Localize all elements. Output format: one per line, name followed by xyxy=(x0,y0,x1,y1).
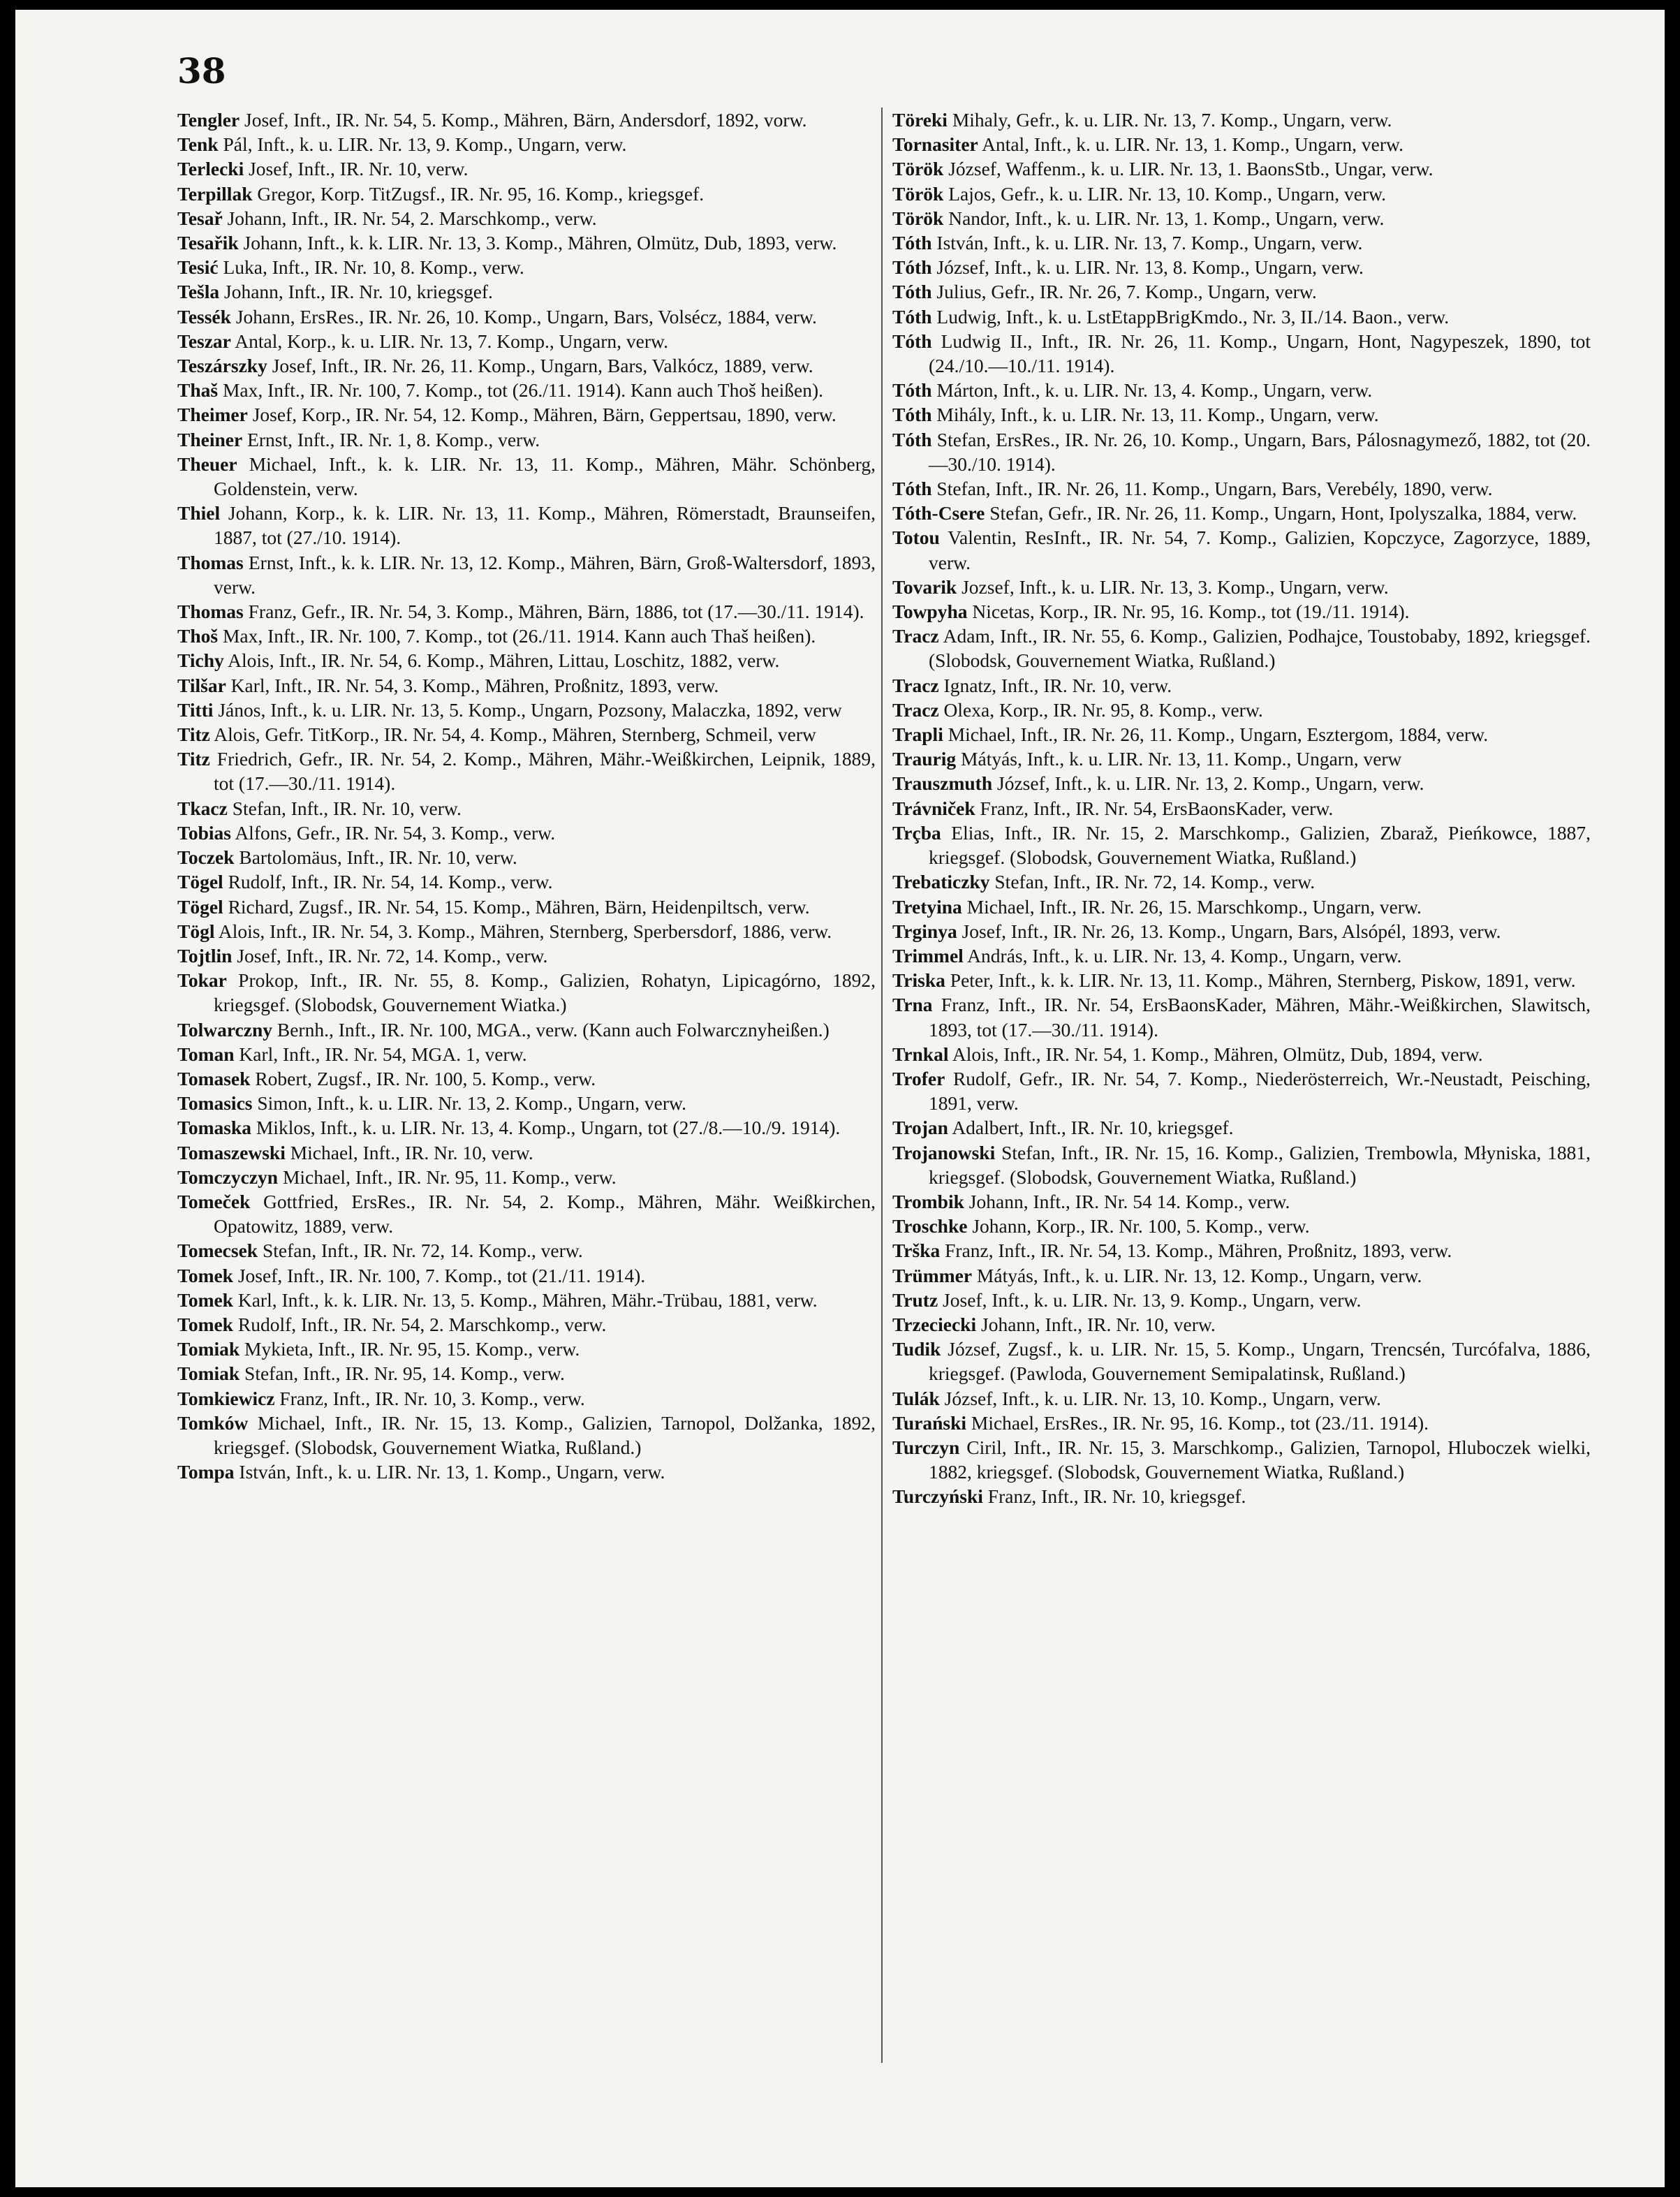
entry-surname: Tomiak xyxy=(177,1338,240,1360)
entry-details: Ciril, Inft., IR. Nr. 15, 3. Marschkomp., Galizien, Tarnopol, Hluboczek wielki, 1882, kriegsgef. (Slobodsk, Gouvernement Wiatka, Rußland.) xyxy=(929,1436,1591,1483)
list-item xyxy=(892,182,1591,206)
entry-details: Richard, Zugsf., IR. Nr. 54, 15. Komp., Mähren, Bärn, Heidenpiltsch, verw. xyxy=(223,895,810,918)
entry-surname: Tomków xyxy=(177,1411,249,1434)
list-item xyxy=(177,402,876,427)
entry-details: István, Inft., k. u. LIR. Nr. 13, 7. Komp., Ungarn, verw. xyxy=(931,232,1363,254)
entry-surname: Theuer xyxy=(177,453,237,475)
entry-details: Ludwig, Inft., k. u. LstEtappBrigKmdo., Nr. 3, II./14. Baon., verw. xyxy=(931,305,1450,328)
list-item xyxy=(177,796,876,821)
list-item xyxy=(892,1484,1591,1508)
entry-details: Johann, Korp., k. k. LIR. Nr. 13, 11. Komp., Mähren, Römerstadt, Braunseifen, 1887, tot (27./10. 1914). xyxy=(214,502,876,549)
entry-surname: Tomeček xyxy=(177,1190,251,1212)
list-item xyxy=(892,698,1591,722)
entry-surname: Tompa xyxy=(177,1461,235,1483)
entry-surname: Trauszmuth xyxy=(892,772,993,795)
list-item xyxy=(892,821,1591,869)
entry-surname: Tomek xyxy=(177,1288,233,1311)
entry-details: Stefan, ErsRes., IR. Nr. 26, 10. Komp., Ungarn, Bars, Pálosnagymező, 1882, tot (20.—30./10. 1914). xyxy=(929,428,1591,475)
entry-details: Peter, Inft., k. k. LIR. Nr. 13, 11. Komp., Mähren, Sternberg, Piskow, 1891, verw. xyxy=(945,969,1576,992)
list-item xyxy=(177,919,876,943)
entry-surname: Török xyxy=(892,158,944,180)
list-item xyxy=(177,1140,876,1165)
entry-details: Nicetas, Korp., IR. Nr. 95, 16. Komp., tot (19./11. 1914). xyxy=(967,601,1410,623)
entry-surname: Tulák xyxy=(892,1387,940,1409)
list-item xyxy=(892,747,1591,771)
list-item xyxy=(892,230,1591,255)
entry-surname: Trojanowski xyxy=(892,1141,996,1163)
entry-surname: Tešla xyxy=(177,281,220,303)
entry-details: Alois, Gefr. TitKorp., IR. Nr. 54, 4. Komp., Mähren, Sternberg, Schmeil, verw xyxy=(209,723,816,746)
list-item xyxy=(892,599,1591,624)
entry-details: Valentin, ResInft., IR. Nr. 54, 7. Komp., Galizien, Kopczyce, Zagorzyce, 1889, verw. xyxy=(929,527,1591,573)
entry-details: Rudolf, Inft., IR. Nr. 54, 14. Komp., verw. xyxy=(223,871,553,893)
entry-details: Franz, Inft., IR. Nr. 54, ErsBaonsKader, verw. xyxy=(975,797,1334,819)
entry-details: Franz, Inft., IR. Nr. 54, ErsBaonsKader, Mähren, Mähr.-Weißkirchen, Slawitsch, 1893, tot (17.—30./11. 1914). xyxy=(929,994,1591,1041)
list-item xyxy=(892,1238,1591,1263)
entry-details: Ernst, Inft., k. k. LIR. Nr. 13, 12. Komp., Mähren, Bärn, Groß-Waltersdorf, 1893, verw. xyxy=(214,551,876,598)
list-item xyxy=(892,796,1591,821)
entry-details: Stefan, Inft., IR. Nr. 95, 14. Komp., verw. xyxy=(240,1362,565,1385)
entry-details: Franz, Inft., IR. Nr. 10, kriegsgef. xyxy=(982,1485,1246,1508)
entry-surname: Trçba xyxy=(892,821,941,844)
entry-details: Johann, Inft., IR. Nr. 10, verw. xyxy=(976,1313,1216,1335)
entry-surname: Tilšar xyxy=(177,674,226,696)
list-item xyxy=(892,968,1591,992)
entry-surname: Trebaticzky xyxy=(892,871,990,893)
entry-details: Miklos, Inft., k. u. LIR. Nr. 13, 4. Komp., Ungarn, tot (27./8.—10./9. 1914). xyxy=(251,1117,841,1139)
entry-details: Josef, Inft., IR. Nr. 100, 7. Komp., tot (21./11. 1914). xyxy=(233,1264,646,1286)
list-item xyxy=(177,968,876,1017)
entry-surname: Theiner xyxy=(177,428,243,450)
entry-surname: Terpillak xyxy=(177,182,253,205)
list-item xyxy=(177,501,876,550)
entry-details: Johann, Korp., IR. Nr. 100, 5. Komp., verw. xyxy=(967,1215,1310,1237)
list-item xyxy=(177,1460,876,1484)
entry-details: Josef, Inft., IR. Nr. 26, 11. Komp., Ungarn, Bars, Valkócz, 1889, verw. xyxy=(267,355,813,377)
list-item xyxy=(177,1411,876,1460)
entry-surname: Trapli xyxy=(892,723,943,746)
list-item xyxy=(892,476,1591,501)
entry-surname: Tracz xyxy=(892,698,939,721)
entry-surname: Teszar xyxy=(177,330,231,352)
entry-surname: Tobias xyxy=(177,821,231,844)
entry-surname: Tesić xyxy=(177,256,219,279)
entry-details: Franz, Inft., IR. Nr. 10, 3. Komp., verw. xyxy=(274,1387,585,1409)
list-item xyxy=(177,304,876,329)
entry-surname: Theimer xyxy=(177,404,248,426)
entry-details: Mykieta, Inft., IR. Nr. 95, 15. Komp., verw. xyxy=(240,1338,580,1360)
entry-surname: Tornasiter xyxy=(892,133,978,156)
list-item xyxy=(177,895,876,919)
entry-surname: Totou xyxy=(892,527,940,549)
entry-details: Prokop, Inft., IR. Nr. 55, 8. Komp., Galizien, Rohatyn, Lipicagórno, 1892, kriegsgef. (Slobodsk, Gouvernement Wiatka.) xyxy=(214,969,876,1016)
entry-surname: Tóth-Csere xyxy=(892,502,985,524)
entry-surname: Tracz xyxy=(892,674,939,696)
entry-surname: Tögl xyxy=(177,920,215,942)
list-item xyxy=(177,1361,876,1386)
list-item xyxy=(177,648,876,673)
entry-surname: Tkacz xyxy=(177,797,228,819)
entry-surname: Thaš xyxy=(177,379,219,402)
entry-details: Johann, Inft., IR. Nr. 54 14. Komp., verw. xyxy=(964,1190,1290,1212)
list-item xyxy=(892,304,1591,329)
entry-surname: Tokar xyxy=(177,969,227,992)
list-item xyxy=(892,1140,1591,1189)
entry-surname: Tomasek xyxy=(177,1067,251,1089)
list-item xyxy=(177,378,876,402)
entry-details: Michael, ErsRes., IR. Nr. 95, 16. Komp., tot (23./11. 1914). xyxy=(966,1411,1429,1434)
list-item xyxy=(892,919,1591,943)
list-item xyxy=(892,279,1591,304)
entry-surname: Trimmel xyxy=(892,944,964,967)
list-item xyxy=(177,230,876,255)
entry-details: Ernst, Inft., IR. Nr. 1, 8. Komp., verw. xyxy=(242,428,540,450)
list-item xyxy=(892,992,1591,1041)
entry-details: Josef, Inft., IR. Nr. 26, 13. Komp., Ungarn, Bars, Alsópél, 1893, verw. xyxy=(957,920,1501,942)
entry-details: Elias, Inft., IR. Nr. 15, 2. Marschkomp., Galizien, Zbaraž, Pieńkowce, 1887, kriegsgef. (Slobodsk, Gouvernement Wiatka, Rußland.) xyxy=(929,821,1591,869)
list-item xyxy=(892,427,1591,476)
entry-details: Simon, Inft., k. u. LIR. Nr. 13, 2. Komp., Ungarn, verw. xyxy=(252,1092,686,1115)
entry-surname: Traurig xyxy=(892,748,957,770)
list-item xyxy=(177,1386,876,1411)
entry-surname: Trška xyxy=(892,1240,941,1262)
list-item xyxy=(892,1312,1591,1337)
entry-surname: Tóth xyxy=(892,232,932,254)
entry-surname: Thomas xyxy=(177,601,244,623)
entry-surname: Trginya xyxy=(892,920,957,942)
list-item xyxy=(177,255,876,279)
entry-details: Max, Inft., IR. Nr. 100, 7. Komp., tot (26./11. 1914. Kann auch Thaš heißen). xyxy=(218,625,816,647)
entry-details: Antal, Korp., k. u. LIR. Nr. 13, 7. Komp., Ungarn, verw. xyxy=(230,330,668,352)
list-item xyxy=(892,1411,1591,1435)
list-item xyxy=(892,402,1591,427)
list-item xyxy=(177,1017,876,1042)
entry-details: Michael, Inft., IR. Nr. 26, 15. Marschkomp., Ungarn, verw. xyxy=(961,895,1422,918)
entry-surname: Tomkiewicz xyxy=(177,1387,275,1409)
list-item xyxy=(892,673,1591,698)
list-item xyxy=(177,1337,876,1361)
entry-details: Stefan, Inft., IR. Nr. 15, 16. Komp., Galizien, Trembowla, Młyniska, 1881, kriegsgef. (Slobodsk, Gouvernement Wiatka, Rußland.) xyxy=(929,1141,1591,1188)
entry-details: Bernh., Inft., IR. Nr. 100, MGA., verw. (Kann auch Folwarcznyheißen.) xyxy=(272,1018,830,1041)
list-item xyxy=(177,1066,876,1091)
entry-surname: Tóth xyxy=(892,404,932,426)
entry-details: Josef, Inft., k. u. LIR. Nr. 13, 9. Komp., Ungarn, verw. xyxy=(938,1288,1362,1311)
list-item xyxy=(892,895,1591,919)
entry-surname: Tessék xyxy=(177,305,231,328)
entry-details: Rudolf, Inft., IR. Nr. 54, 2. Marschkomp., verw. xyxy=(233,1313,607,1335)
entry-surname: Titz xyxy=(177,723,210,746)
entry-details: Stefan, Inft., IR. Nr. 72, 14. Komp., verw. xyxy=(258,1240,583,1262)
entry-details: Johann, Inft., IR. Nr. 54, 2. Marschkomp., verw. xyxy=(222,207,597,229)
list-item xyxy=(177,550,876,599)
entry-surname: Trna xyxy=(892,994,933,1016)
entry-details: Karl, Inft., IR. Nr. 54, MGA. 1, verw. xyxy=(234,1043,527,1065)
entry-surname: Tracz xyxy=(892,625,939,647)
list-item xyxy=(177,1288,876,1312)
entry-surname: Töreki xyxy=(892,109,948,131)
entry-details: Josef, Inft., IR. Nr. 10, verw. xyxy=(244,158,469,180)
entry-surname: Tomiak xyxy=(177,1362,240,1385)
entry-surname: Towpyha xyxy=(892,601,968,623)
entry-details: Friedrich, Gefr., IR. Nr. 54, 2. Komp., Mähren, Mähr.-Weißkirchen, Leipnik, 1889, tot (17.—30./11. 1914). xyxy=(209,748,876,795)
entry-surname: Tesař xyxy=(177,207,223,229)
entry-surname: Trümmer xyxy=(892,1264,973,1286)
entry-surname: Tojtlin xyxy=(177,944,233,967)
entry-surname: Tögel xyxy=(177,895,223,918)
entry-details: Nandor, Inft., k. u. LIR. Nr. 13, 1. Komp., Ungarn, verw. xyxy=(943,207,1385,229)
entry-details: Stefan, Inft., IR. Nr. 10, verw. xyxy=(227,797,462,819)
list-item xyxy=(892,378,1591,402)
entry-surname: Toczek xyxy=(177,846,235,869)
entry-details: József, Zugsf., k. u. LIR. Nr. 15, 5. Komp., Ungarn, Trencsén, Turcófalva, 1886, kriegsgef. (Pawloda, Gouvernement Semipalatinsk, Rußland.) xyxy=(929,1338,1591,1385)
list-item xyxy=(177,845,876,869)
entry-surname: Tomczyczyn xyxy=(177,1166,279,1188)
entry-surname: Tomaszewski xyxy=(177,1141,286,1163)
entry-details: Michael, Inft., IR. Nr. 26, 11. Komp., Ungarn, Esztergom, 1884, verw. xyxy=(943,723,1489,746)
entry-details: Michael, Inft., IR. Nr. 10, verw. xyxy=(285,1141,533,1163)
list-item xyxy=(892,1435,1591,1484)
entry-details: Pál, Inft., k. u. LIR. Nr. 13, 9. Komp., Ungarn, verw. xyxy=(218,133,627,156)
list-item xyxy=(177,182,876,206)
list-item xyxy=(177,673,876,698)
list-item xyxy=(892,1189,1591,1214)
entry-surname: Tengler xyxy=(177,109,240,131)
page-number: 38 xyxy=(177,50,226,91)
entry-details: Johann, ErsRes., IR. Nr. 26, 10. Komp., Ungarn, Bars, Volsécz, 1884, verw. xyxy=(230,305,817,328)
entry-surname: Thomas xyxy=(177,551,244,573)
entry-surname: Tretyina xyxy=(892,895,962,918)
list-item xyxy=(892,1263,1591,1288)
list-item xyxy=(177,1115,876,1140)
entry-surname: Turczyn xyxy=(892,1436,960,1458)
entry-details: Franz, Inft., IR. Nr. 54, 13. Komp., Mähren, Proßnitz, 1893, verw. xyxy=(940,1240,1452,1262)
left-column xyxy=(177,108,876,1484)
entry-surname: Tóth xyxy=(892,330,932,352)
entry-surname: Tichy xyxy=(177,649,224,672)
entry-details: Luka, Inft., IR. Nr. 10, 8. Komp., verw. xyxy=(218,256,524,279)
entry-details: Robert, Zugsf., IR. Nr. 100, 5. Komp., verw. xyxy=(250,1067,596,1089)
entry-details: Julius, Gefr., IR. Nr. 26, 7. Komp., Ungarn, verw. xyxy=(931,281,1317,303)
entry-details: Antal, Inft., k. u. LIR. Nr. 13, 1. Komp., Ungarn, verw. xyxy=(978,133,1403,156)
list-item xyxy=(177,1091,876,1115)
entry-details: Adam, Inft., IR. Nr. 55, 6. Komp., Galizien, Podhajce, Toustobaby, 1892, kriegsgef. (Slobodsk, Gouvernement Wiatka, Rußland.) xyxy=(929,625,1591,672)
entry-details: János, Inft., k. u. LIR. Nr. 13, 5. Komp., Ungarn, Pozsony, Malaczka, 1892, verw xyxy=(213,698,842,721)
column-divider xyxy=(881,108,883,2063)
entry-details: Karl, Inft., k. k. LIR. Nr. 13, 5. Komp., Mähren, Mähr.-Trübau, 1881, verw. xyxy=(233,1288,818,1311)
list-item xyxy=(177,698,876,722)
entry-surname: Tögel xyxy=(177,871,223,893)
entry-details: Karl, Inft., IR. Nr. 54, 3. Komp., Mähren, Proßnitz, 1893, verw. xyxy=(226,674,719,696)
entry-surname: Troschke xyxy=(892,1215,968,1237)
entry-details: József, Inft., k. u. LIR. Nr. 13, 8. Komp., Ungarn, verw. xyxy=(931,256,1364,279)
list-item xyxy=(892,156,1591,181)
list-item xyxy=(177,427,876,452)
entry-surname: Trzeciecki xyxy=(892,1313,977,1335)
list-item xyxy=(892,771,1591,795)
entry-surname: Tovarik xyxy=(892,575,957,598)
entry-surname: Turański xyxy=(892,1411,966,1434)
entry-surname: Titz xyxy=(177,748,210,770)
list-item xyxy=(177,624,876,648)
entry-details: Michael, Inft., k. k. LIR. Nr. 13, 11. Komp., Mähren, Mähr. Schönberg, Goldenstein, verw. xyxy=(214,453,876,500)
entry-surname: Tudik xyxy=(892,1338,941,1360)
entry-surname: Tomek xyxy=(177,1264,233,1286)
list-item xyxy=(892,1386,1591,1411)
list-item xyxy=(177,206,876,230)
entry-details: Josef, Inft., IR. Nr. 54, 5. Komp., Mähren, Bärn, Andersdorf, 1892, vorw. xyxy=(240,109,807,131)
entry-details: Bartolomäus, Inft., IR. Nr. 10, verw. xyxy=(234,846,517,869)
entry-surname: Titti xyxy=(177,698,214,721)
right-column xyxy=(892,108,1591,1509)
entry-details: Stefan, Inft., IR. Nr. 26, 11. Komp., Ungarn, Bars, Verebély, 1890, verw. xyxy=(931,478,1493,500)
entry-details: Stefan, Inft., IR. Nr. 72, 14. Komp., verw. xyxy=(989,871,1316,893)
list-item xyxy=(177,1238,876,1263)
entry-surname: Trávniček xyxy=(892,797,975,819)
entry-details: Alfons, Gefr., IR. Nr. 54, 3. Komp., verw. xyxy=(230,821,556,844)
entry-surname: Trofer xyxy=(892,1067,945,1089)
list-item xyxy=(177,1189,876,1238)
list-item xyxy=(177,821,876,845)
page-sheet xyxy=(15,10,1665,2187)
entry-details: Max, Inft., IR. Nr. 100, 7. Komp., tot (26./11. 1914). Kann auch Thoš heißen). xyxy=(218,379,823,402)
list-item xyxy=(177,599,876,624)
list-item xyxy=(177,1042,876,1066)
entry-surname: Tomek xyxy=(177,1313,233,1335)
entry-details: Ignatz, Inft., IR. Nr. 10, verw. xyxy=(938,674,1172,696)
entry-details: Franz, Gefr., IR. Nr. 54, 3. Komp., Mähren, Bärn, 1886, tot (17.—30./11. 1914). xyxy=(243,601,864,623)
list-item xyxy=(892,943,1591,968)
entry-surname: Triska xyxy=(892,969,945,992)
list-item xyxy=(892,1042,1591,1066)
list-item xyxy=(892,1214,1591,1238)
list-item xyxy=(177,329,876,353)
entry-details: Lajos, Gefr., k. u. LIR. Nr. 13, 10. Komp., Ungarn, verw. xyxy=(943,182,1387,205)
entry-surname: Teszárszky xyxy=(177,355,267,377)
list-item xyxy=(892,575,1591,599)
entry-surname: Tóth xyxy=(892,281,932,303)
entry-details: Josef, Inft., IR. Nr. 72, 14. Komp., verw. xyxy=(232,944,548,967)
entry-details: József, Waffenm., k. u. LIR. Nr. 13, 1. BaonsStb., Ungar, verw. xyxy=(943,158,1434,180)
entry-details: Adalbert, Inft., IR. Nr. 10, kriegsgef. xyxy=(948,1117,1234,1139)
entry-surname: Trutz xyxy=(892,1288,938,1311)
entry-details: Gregor, Korp. TitZugsf., IR. Nr. 95, 16. Komp., kriegsgef. xyxy=(252,182,705,205)
list-item xyxy=(177,1263,876,1288)
list-item xyxy=(892,1337,1591,1386)
entry-surname: Trojan xyxy=(892,1117,948,1139)
entry-details: Mihály, Inft., k. u. LIR. Nr. 13, 11. Komp., Ungarn, verw. xyxy=(931,404,1379,426)
entry-details: Jozsef, Inft., k. u. LIR. Nr. 13, 3. Komp., Ungarn, verw. xyxy=(957,575,1389,598)
entry-details: Márton, Inft., k. u. LIR. Nr. 13, 4. Komp., Ungarn, verw. xyxy=(931,379,1373,402)
list-item xyxy=(892,108,1591,132)
entry-surname: Tóth xyxy=(892,428,932,450)
list-item xyxy=(892,1115,1591,1140)
entry-surname: Terlecki xyxy=(177,158,244,180)
list-item xyxy=(892,329,1591,378)
entry-surname: Tóth xyxy=(892,379,932,402)
entry-surname: Tolwarczny xyxy=(177,1018,272,1041)
list-item xyxy=(177,747,876,795)
list-item xyxy=(177,1165,876,1189)
entry-surname: Török xyxy=(892,182,944,205)
list-item xyxy=(892,132,1591,156)
entry-surname: Trombik xyxy=(892,1190,964,1212)
list-item xyxy=(892,869,1591,894)
list-item xyxy=(177,353,876,378)
list-item xyxy=(177,869,876,894)
list-item xyxy=(892,1288,1591,1312)
entry-surname: Tóth xyxy=(892,478,932,500)
list-item xyxy=(177,722,876,747)
entry-details: Rudolf, Gefr., IR. Nr. 54, 7. Komp., Niederösterreich, Wr.-Neustadt, Peisching, 1891, verw. xyxy=(929,1067,1591,1115)
list-item xyxy=(177,279,876,304)
entry-details: István, Inft., k. u. LIR. Nr. 13, 1. Komp., Ungarn, verw. xyxy=(234,1461,665,1483)
entry-details: Olexa, Korp., IR. Nr. 95, 8. Komp., verw. xyxy=(938,698,1263,721)
entry-details: Stefan, Gefr., IR. Nr. 26, 11. Komp., Ungarn, Hont, Ipolyszalka, 1884, verw. xyxy=(985,502,1577,524)
entry-surname: Tesařik xyxy=(177,232,239,254)
entry-surname: Turczyński xyxy=(892,1485,983,1508)
list-item xyxy=(892,624,1591,673)
entry-surname: Tóth xyxy=(892,256,932,279)
entry-surname: Trnkal xyxy=(892,1043,949,1065)
entry-details: Michael, Inft., IR. Nr. 95, 11. Komp., verw. xyxy=(278,1166,617,1188)
list-item xyxy=(892,722,1591,747)
entry-details: Michael, Inft., IR. Nr. 15, 13. Komp., Galizien, Tarnopol, Dolžanka, 1892, kriegsgef. (Slobodsk, Gouvernement Wiatka, Rußland.) xyxy=(214,1411,876,1458)
list-item xyxy=(177,132,876,156)
list-item xyxy=(177,108,876,132)
entry-surname: Tomecsek xyxy=(177,1240,258,1262)
entry-details: Alois, Inft., IR. Nr. 54, 3. Komp., Mähren, Sternberg, Sperbersdorf, 1886, verw. xyxy=(214,920,832,942)
list-item xyxy=(892,501,1591,525)
list-item xyxy=(892,255,1591,279)
entry-details: Josef, Korp., IR. Nr. 54, 12. Komp., Mähren, Bärn, Geppertsau, 1890, verw. xyxy=(247,404,837,426)
entry-details: József, Inft., k. u. LIR. Nr. 13, 2. Komp., Ungarn, verw. xyxy=(992,772,1424,795)
entry-details: Ludwig II., Inft., IR. Nr. 26, 11. Komp., Ungarn, Hont, Nagypeszek, 1890, tot (24./10.—10./11. 1914). xyxy=(929,330,1591,377)
entry-details: András, Inft., k. u. LIR. Nr. 13, 4. Komp., Ungarn, verw. xyxy=(963,944,1402,967)
entry-details: Mihaly, Gefr., k. u. LIR. Nr. 13, 7. Komp., Ungarn, verw. xyxy=(947,109,1392,131)
entry-details: Mátyás, Inft., k. u. LIR. Nr. 13, 12. Komp., Ungarn, verw. xyxy=(972,1264,1422,1286)
entry-details: Johann, Inft., IR. Nr. 10, kriegsgef. xyxy=(219,281,493,303)
list-item xyxy=(177,1312,876,1337)
list-item xyxy=(177,452,876,501)
list-item xyxy=(177,156,876,181)
list-item xyxy=(892,1066,1591,1115)
entry-surname: Thoš xyxy=(177,625,219,647)
list-item xyxy=(177,943,876,968)
entry-surname: Tomaska xyxy=(177,1117,251,1139)
entry-details: Johann, Inft., k. k. LIR. Nr. 13, 3. Komp., Mähren, Olmütz, Dub, 1893, verw. xyxy=(238,232,837,254)
entry-surname: Török xyxy=(892,207,944,229)
list-item xyxy=(892,525,1591,574)
entry-details: Alois, Inft., IR. Nr. 54, 1. Komp., Mähren, Olmütz, Dub, 1894, verw. xyxy=(948,1043,1483,1065)
entry-surname: Tomasics xyxy=(177,1092,253,1115)
entry-details: Alois, Inft., IR. Nr. 54, 6. Komp., Mähren, Littau, Loschitz, 1882, verw. xyxy=(223,649,780,672)
list-item xyxy=(892,206,1591,230)
entry-details: József, Inft., k. u. LIR. Nr. 13, 10. Komp., Ungarn, verw. xyxy=(939,1387,1381,1409)
entry-surname: Tóth xyxy=(892,305,932,328)
entry-surname: Thiel xyxy=(177,502,221,524)
entry-details: Gottfried, ErsRes., IR. Nr. 54, 2. Komp., Mähren, Mähr. Weißkirchen, Opatowitz, 1889, verw. xyxy=(214,1190,876,1237)
entry-details: Mátyás, Inft., k. u. LIR. Nr. 13, 11. Komp., Ungarn, verw xyxy=(956,748,1402,770)
entry-surname: Tenk xyxy=(177,133,219,156)
entry-surname: Toman xyxy=(177,1043,235,1065)
